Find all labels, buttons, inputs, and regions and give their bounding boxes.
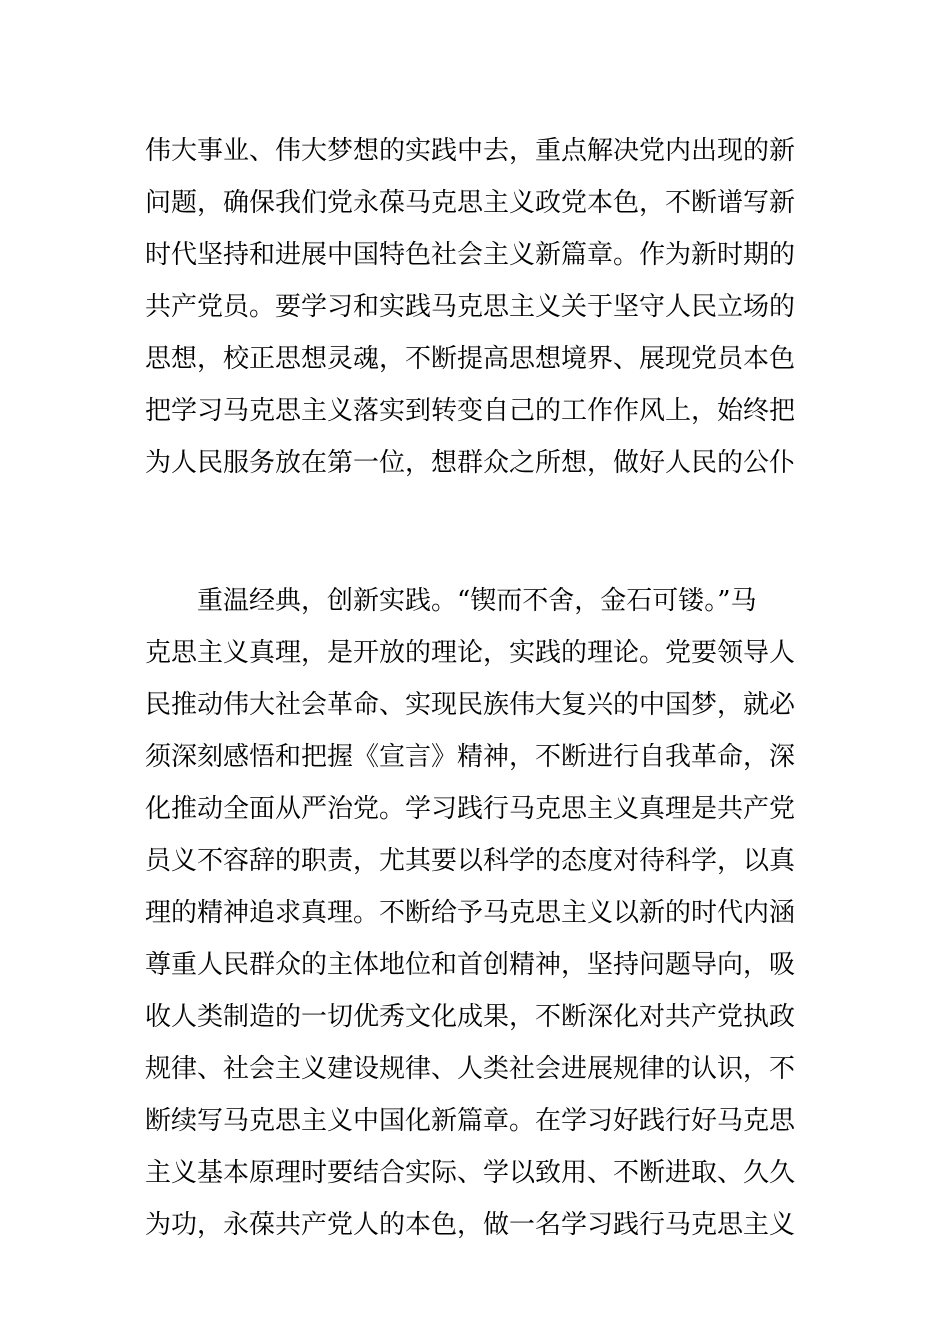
text-line: 思想，校正思想灵魂，不断提高思想境界、展现党员本色	[145, 344, 796, 374]
text-line: 尊重人民群众的主体地位和首创精神，坚持问题导向，吸	[145, 950, 796, 980]
text-line: 规律、社会主义建设规律、人类社会进展规律的认识，不	[145, 1054, 796, 1084]
text-line: 克思主义真理，是开放的理论，实践的理论。党要领导人	[145, 638, 796, 668]
text-line: 共产党员。要学习和实践马克思主义关于坚守人民立场的	[145, 292, 796, 322]
text-line: 时代坚持和进展中国特色社会主义新篇章。作为新时期的	[145, 240, 796, 270]
text-line: 把学习马克思主义落实到转变自己的工作作风上，始终把	[145, 396, 796, 426]
text-line-indented: 重温经典，创新实践。“锲而不舍，金石可镂。”马	[197, 586, 757, 616]
text-line: 为人民服务放在第一位，想群众之所想，做好人民的公仆	[145, 448, 796, 478]
text-line: 须深刻感悟和把握《宣言》精神，不断进行自我革命，深	[145, 742, 796, 772]
text-line: 问题，确保我们党永葆马克思主义政党本色，不断谱写新	[145, 188, 796, 218]
text-line: 理的精神追求真理。不断给予马克思主义以新的时代内涵	[145, 898, 796, 928]
text-line: 断续写马克思主义中国化新篇章。在学习好践行好马克思	[145, 1106, 796, 1136]
text-line: 为功，永葆共产党人的本色，做一名学习践行马克思主义	[145, 1210, 796, 1240]
text-line: 员义不容辞的职责，尤其要以科学的态度对待科学，以真	[145, 846, 796, 876]
text-line: 民推动伟大社会革命、实现民族伟大复兴的中国梦，就必	[145, 690, 796, 720]
text-line: 化推动全面从严治党。学习践行马克思主义真理是共产党	[145, 794, 796, 824]
text-line: 收人类制造的一切优秀文化成果，不断深化对共产党执政	[145, 1002, 796, 1032]
text-line: 伟大事业、伟大梦想的实践中去，重点解决党内出现的新	[145, 136, 796, 166]
paragraph-review-classics	[145, 575, 810, 1251]
text-line: 主义基本原理时要结合实际、学以致用、不断进取、久久	[145, 1158, 796, 1188]
paragraph-continuation	[145, 125, 810, 489]
